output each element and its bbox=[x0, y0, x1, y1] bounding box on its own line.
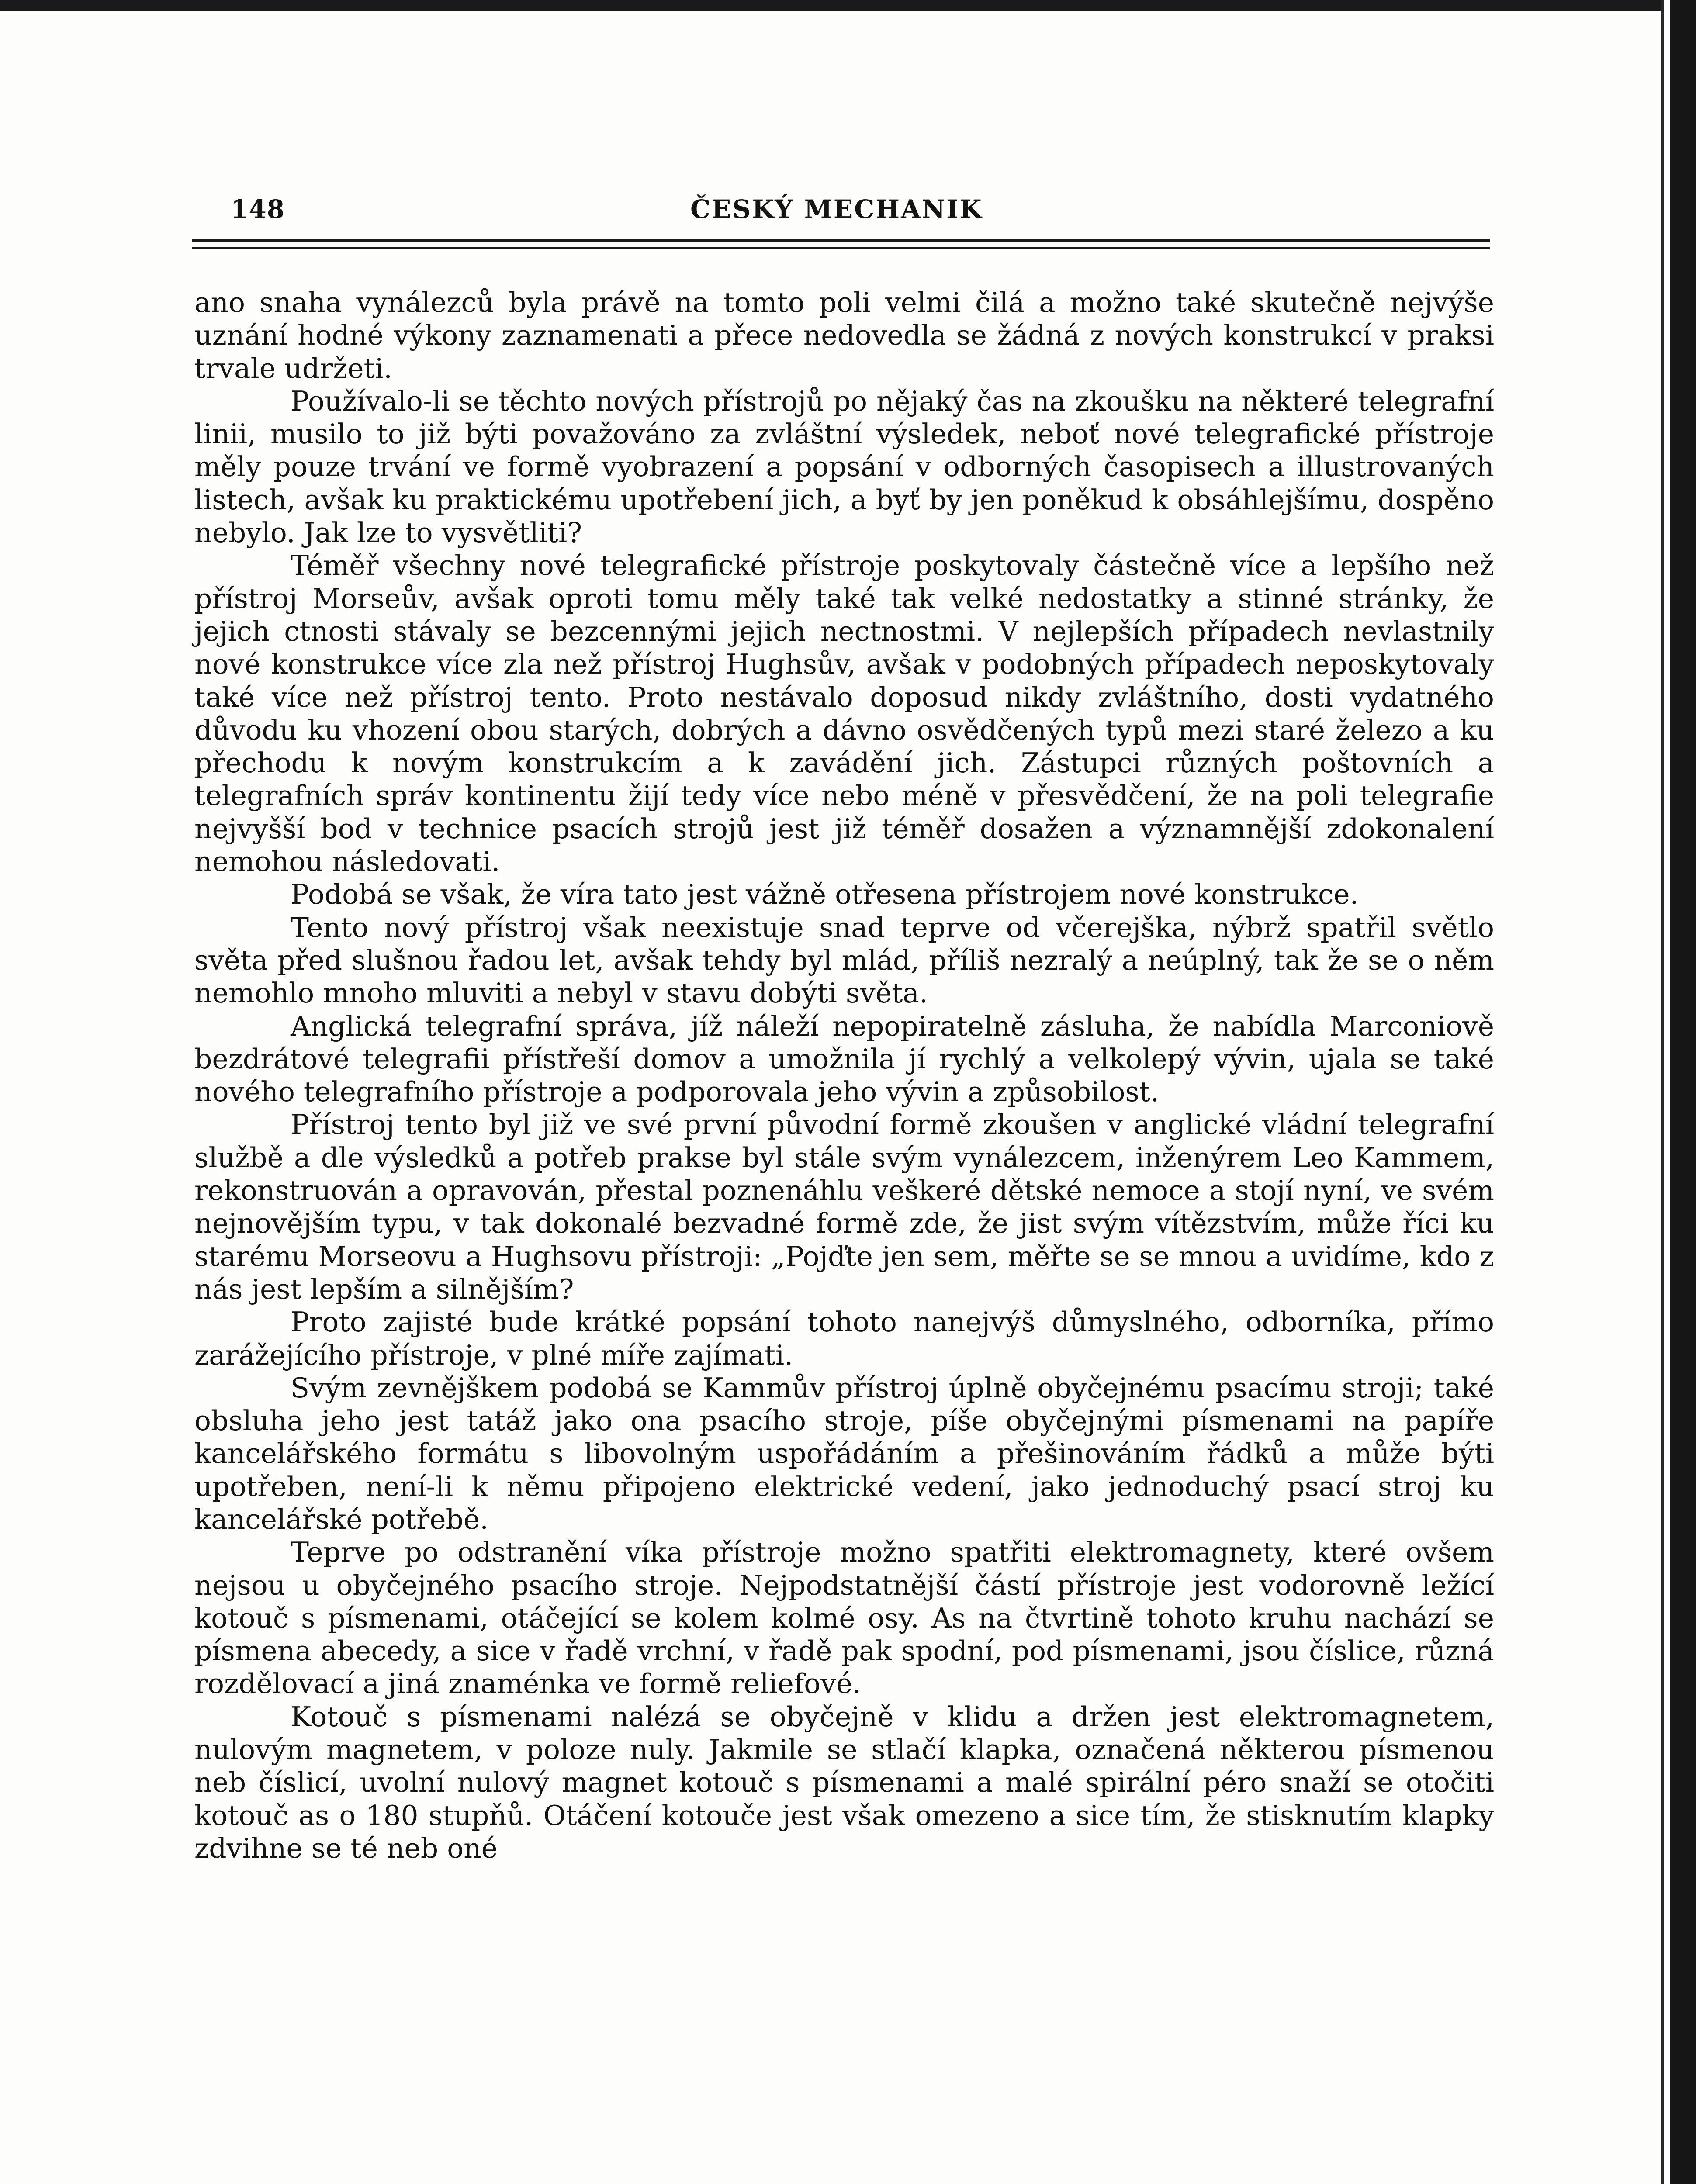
body-text bbox=[194, 286, 1494, 1865]
header-rule-thin bbox=[192, 247, 1490, 249]
paragraph: Téměř všechny nové telegrafické přístroje poskytovaly částečně více a lepšího než přístroj Morseův, avšak oproti tomu měly také tak velké nedostatky a stinné stránky, že jejich ctnosti stávaly se bezcennými jejich nectnostmi. V nejlepších případech nevlastnily nové konstrukce více zla než přístroj Hughsův, avšak v podobných případech neposkytovaly také více než přístroj tento. Proto nestávalo doposud nikdy zvláštního, dosti vydatného důvodu ku vhození obou starých, dobrých a dávno osvědčených typů mezi staré železo a ku přechodu k novým konstrukcím a k zavádění jich. Zástupci různých poštovních a telegrafních správ kontinentu žijí tedy více nebo méně v přesvědčení, že na poli telegrafie nejvyšší bod v technice psacích strojů jest již téměř dosažen a významnější zdokonalení nemohou následovati. bbox=[194, 549, 1494, 878]
paragraph: Tento nový přístroj však neexistuje snad teprve od včerejška, nýbrž spatřil světlo světa před slušnou řadou let, avšak tehdy byl mlád, příliš nezralý a neúplný, tak že se o něm nemohlo mnoho mluviti a nebyl v stavu dobýti světa. bbox=[194, 911, 1494, 1009]
scan-edge-gap bbox=[1664, 0, 1670, 2184]
scan-edge-top bbox=[0, 0, 1696, 11]
paragraph: Teprve po odstranění víka přístroje možno spatřiti elektromagnety, které ovšem nejsou u obyčejného psacího stroje. Nejpodstatnější částí přístroje jest vodorovně ležící kotouč s písmenami, otáčející se kolem kolmé osy. As na čtvrtině tohoto kruhu nachází se písmena abecedy, a sice v řadě vrchní, v řadě pak spodní, pod písmenami, jsou číslice, různá rozdělovací a jiná znaménka ve formě reliefové. bbox=[194, 1536, 1494, 1700]
paragraph: Používalo-li se těchto nových přístrojů po nějaký čas na zkoušku na některé telegrafní linii, musilo to již býti považováno za zvláštní výsledek, neboť nové telegrafické přístroje měly pouze trvání ve formě vyobrazení a popsání v odborných časopisech a illustrovaných listech, avšak ku praktickému upotřebení jich, a byť by jen poněkud k obsáhlejšímu, dospěno nebylo. Jak lze to vysvětliti? bbox=[194, 385, 1494, 549]
header-rule-thick bbox=[192, 239, 1490, 242]
paragraph: Přístroj tento byl již ve své první původní formě zkoušen v anglické vládní telegrafní službě a dle výsledků a potřeb prakse byl stále svým vynálezcem, inženýrem Leo Kammem, rekonstruován a opravován, přestal poznenáhlu veškeré dětské nemoce a stojí nyní, ve svém nejnovějším typu, v tak dokonalé bezvadné formě zde, že jist svým vítězstvím, může říci ku starému Morseovu a Hughsovu přístroji: „Pojďte jen sem, měřte se se mnou a uvidíme, kdo z nás jest lepším a silnějším? bbox=[194, 1109, 1494, 1305]
paragraph: Svým zevnějškem podobá se Kammův přístroj úplně obyčejnému psacímu stroji; také obsluha jeho jest tatáž jako ona psacího stroje, píše obyčejnými písmenami na papíře kancelářského formátu s libovolným uspořádáním a přešinováním řádků a může býti upotřeben, není-li k němu připojeno elektrické vedení, jako jednoduchý psací stroj ku kancelářské potřebě. bbox=[194, 1372, 1494, 1535]
paragraph: Proto zajisté bude krátké popsání tohoto nanejvýš důmyslného, odborníka, přímo zarážejícího přístroje, v plné míře zajímati. bbox=[194, 1306, 1494, 1371]
paragraph: Kotouč s písmenami nalézá se obyčejně v klidu a držen jest elektromagnetem, nulovým magnetem, v poloze nuly. Jakmile se stlačí klapka, označená některou písmenou neb číslicí, uvolní nulový magnet kotouč s písmenami a malé spirální péro snaží se otočiti kotouč as o 180 stupňů. Otáčení kotouče jest však omezeno a sice tím, že stisknutím klapky zdvihne se té neb oné bbox=[194, 1700, 1494, 1864]
paragraph: Anglická telegrafní správa, jíž náleží nepopiratelně zásluha, že nabídla Marconiově bezdrátové telegrafii přístřeší domov a umožnila jí rychlý a velkolepý vývin, ujala se také nového telegrafního přístroje a podporovala jeho vývin a způsobilost. bbox=[194, 1010, 1494, 1108]
paragraph: ano snaha vynálezců byla právě na tomto poli velmi čilá a možno také skutečně nejvýše uznání hodné výkony zaznamenati a přece nedovedla se žádná z nových konstrukcí v praksi trvale udržeti. bbox=[194, 287, 1494, 384]
paragraph: Podobá se však, že víra tato jest vážně otřesena přístrojem nové konstrukce. bbox=[291, 878, 1359, 911]
page-number: 148 bbox=[231, 194, 285, 224]
scan-edge-right bbox=[1670, 0, 1696, 2184]
running-title: ČESKÝ MECHANIK bbox=[690, 194, 983, 224]
